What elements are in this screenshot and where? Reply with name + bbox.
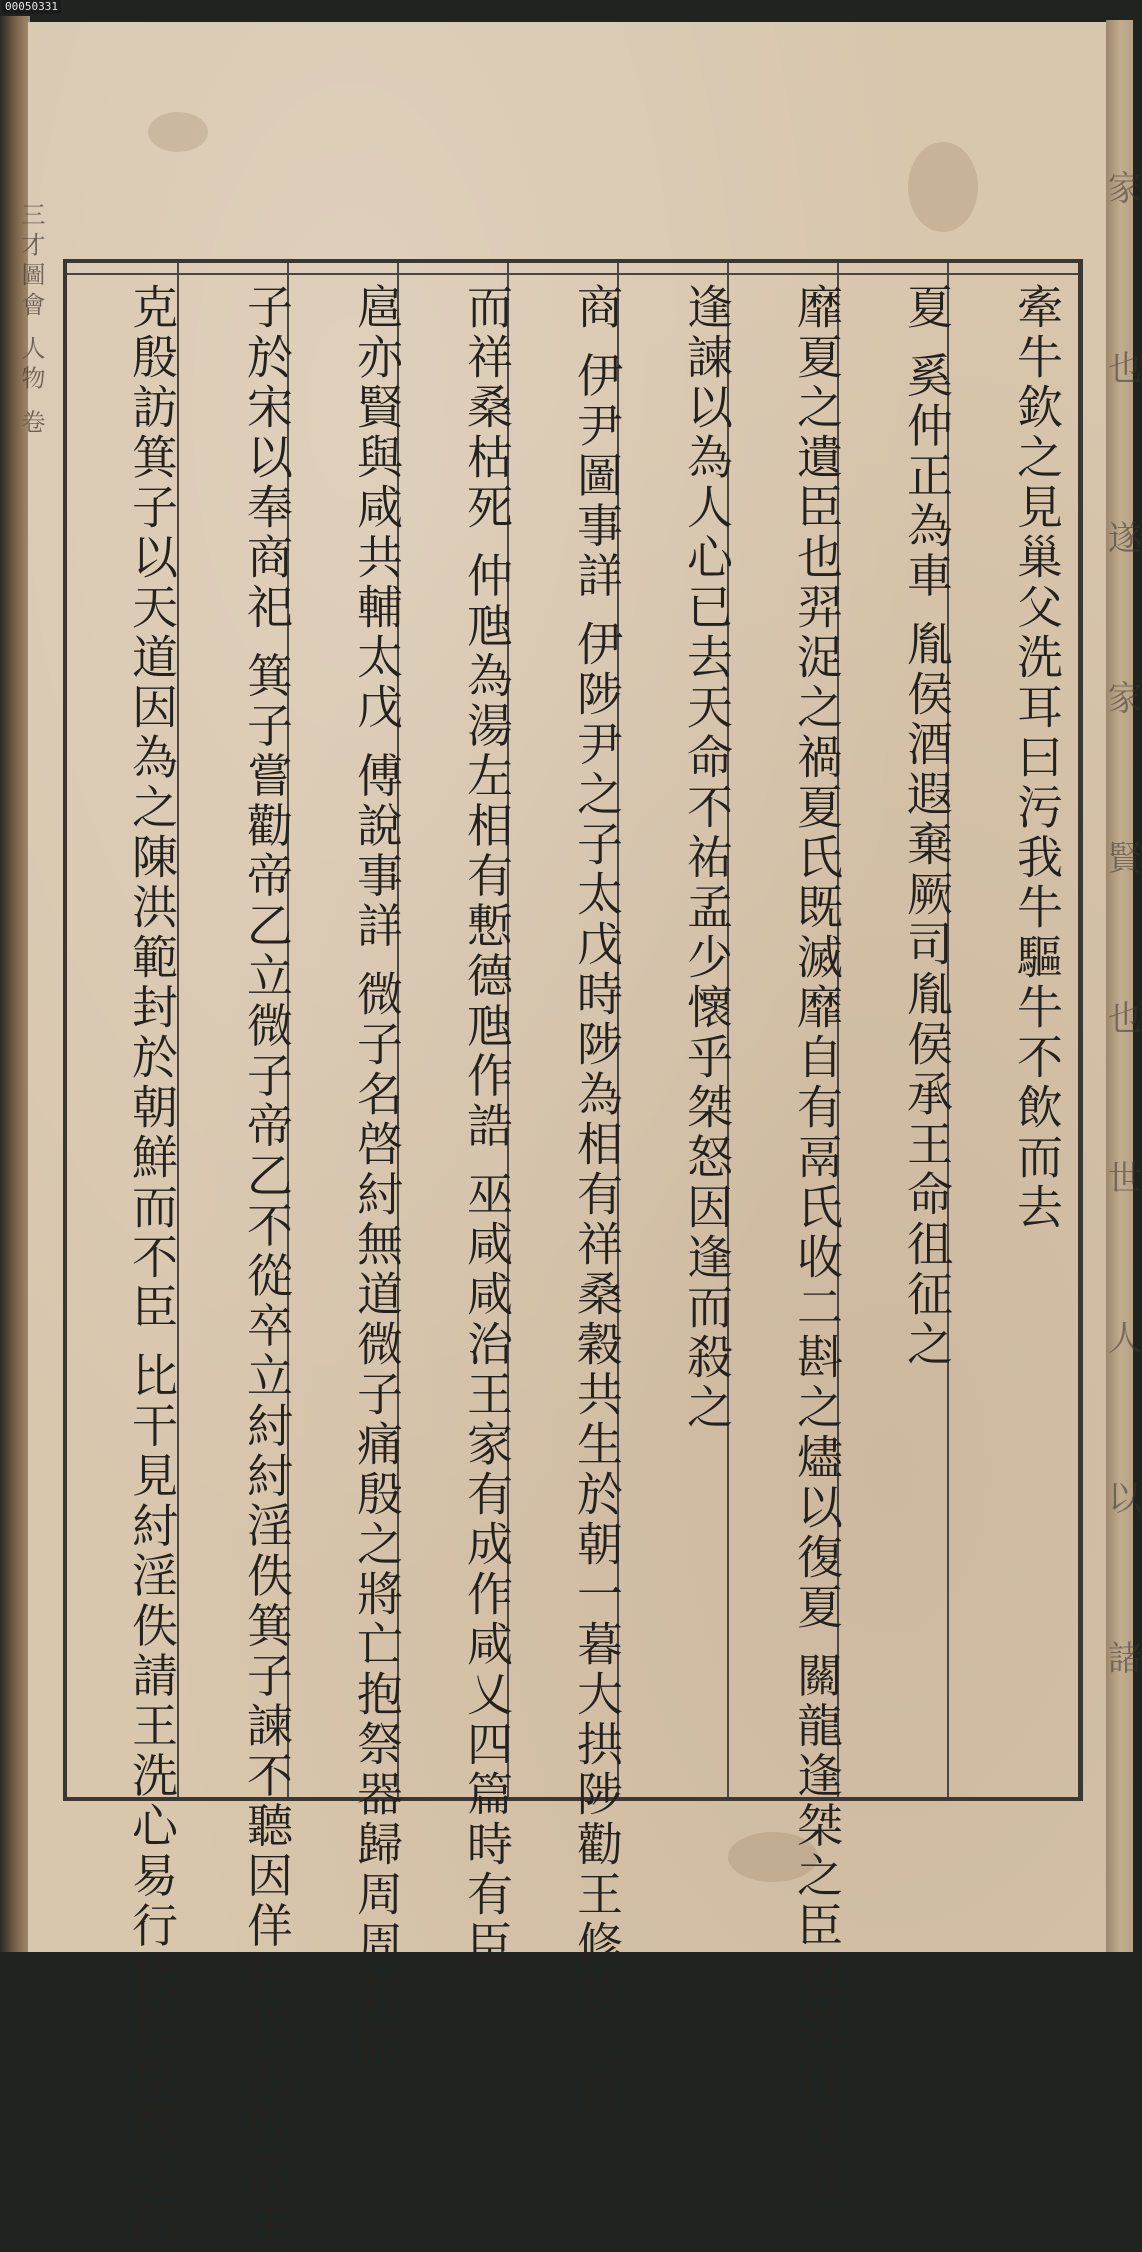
text-column-1: 牽牛欽之見巢父洗耳曰污我牛驅牛不飲而去: [1010, 283, 1064, 1233]
paper-stain: [148, 112, 208, 152]
top-inner-rule: [67, 273, 1078, 275]
text-frame: [63, 259, 1083, 2252]
bleed-char: 人: [1108, 1319, 1142, 1359]
text-column-2: 夏 奚仲正為車 胤侯酒遐棄厥司胤侯承王命徂征之: [900, 283, 954, 1371]
text-column-8: 子於宋以奉商祀 箕子嘗勸帝乙立微子帝乙不從卒立紂紂淫佚箕子諫不聽因佯狂以為奴武王: [240, 283, 294, 2252]
bleed-char: 家: [1108, 679, 1142, 719]
bleed-char: 諸: [1108, 1639, 1142, 1679]
paper-stain: [908, 142, 978, 232]
bleed-char: 也: [1108, 349, 1142, 389]
bleed-char: 家: [1108, 169, 1142, 209]
text-column-9: 克殷訪箕子以天道因為之陳洪範封於朝鮮而不臣 比干見紂淫佚請王洗心易行伏於象魏之門: [125, 283, 179, 2252]
next-leaf-edge: [1106, 20, 1142, 1952]
text-column-7: 扈亦賢與咸共輔太戊 傅說事詳 微子名啓紂無道微子痛殷之將亡抱祭器歸周周封微: [350, 283, 404, 2071]
bleed-char: 也: [1108, 999, 1142, 1039]
bleed-char: 以: [1108, 1479, 1142, 1519]
book-page: [17, 22, 1106, 2252]
text-column-4: 逢諫以為人心已去天命不祐孟少懷乎桀怒因逢而殺之: [680, 283, 734, 1433]
bleed-char: 遂: [1108, 519, 1142, 559]
bleed-char: 賢: [1108, 839, 1142, 879]
text-column-6: 而祥桑枯死 仲虺為湯左相有慙德虺作誥 巫咸咸治王家有成作咸乂四篇時有臣: [460, 283, 514, 1971]
scan-id-label: 00050331: [2, 0, 61, 14]
bleed-char: 世: [1108, 1159, 1142, 1199]
margin-side-label: 三才圖會 人物 卷: [17, 202, 45, 440]
text-column-3: 靡夏之遺臣也羿浞之禍夏氏既滅靡自有鬲氏收二斟之燼以復夏 關龍逢桀之臣也桀行淫縱: [790, 283, 844, 2202]
text-column-5: 商 伊尹圖事詳 伊陟尹之子太戊時陟為相有祥桑穀共生於朝一暮大拱陟勸王修德三日: [570, 283, 624, 2121]
